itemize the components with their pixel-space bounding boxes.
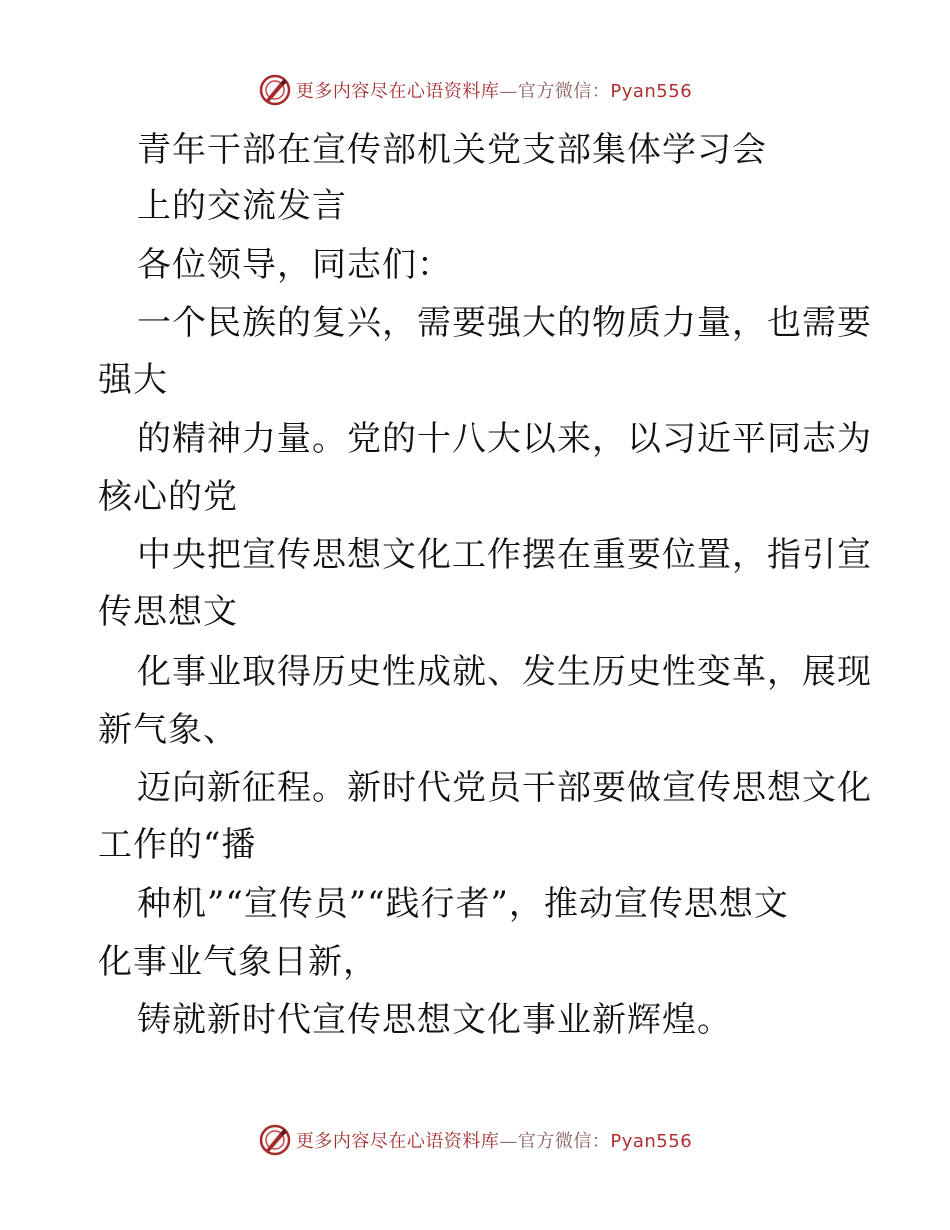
watermark-site-text: 更多内容尽在心语资料库 [295,81,500,102]
paragraph-line: 铸就新时代宣传思想文化事业新辉煌。 [137,1000,732,1040]
header-watermark [0,70,950,110]
footer-watermark [0,1120,950,1160]
watermark-site-text: 更多内容尽在心语资料库 [295,1131,500,1152]
pen-logo-icon [258,1123,292,1157]
watermark-separator: — [499,1131,518,1152]
paragraph-line: 一个民族的复兴，需要强大的物质力量，也需要 [137,303,872,343]
paragraph-line: 核心的党 [98,477,238,517]
salutation: 各位领导，同志们： [137,245,452,285]
watermark-text [296,1127,692,1153]
paragraph-line: 化事业取得历史性成就、发生历史性变革，展现 [137,652,872,692]
paragraph-line: 强大 [98,360,168,400]
paragraph-line: 种机”“宣传员”“践行者”，推动宣传思想文 [137,884,789,924]
watermark-wechat-id: Pyan556 [610,81,693,102]
watermark-wechat-id: Pyan556 [610,1131,693,1152]
paragraph-line: 新气象、 [98,710,238,750]
paragraph-line: 迈向新征程。新时代党员干部要做宣传思想文化 [137,768,872,808]
paragraph-line: 工作的“播 [98,825,257,865]
paragraph-line: 中央把宣传思想文化工作摆在重要位置，指引宣 [137,535,872,575]
watermark-separator: — [499,81,518,102]
paragraph-line: 化事业气象日新， [98,942,378,982]
document-title-line-1: 青年干部在宣传部机关党支部集体学习会 [137,130,767,170]
document-title-line-2: 上的交流发言 [137,186,347,226]
watermark-wechat-label: 官方微信： [517,1131,611,1152]
paragraph-line: 传思想文 [98,592,238,632]
watermark-wechat-label: 官方微信： [517,81,611,102]
paragraph-line: 的精神力量。党的十八大以来，以习近平同志为 [137,419,872,459]
watermark-text [296,77,692,103]
pen-logo-icon [258,73,292,107]
